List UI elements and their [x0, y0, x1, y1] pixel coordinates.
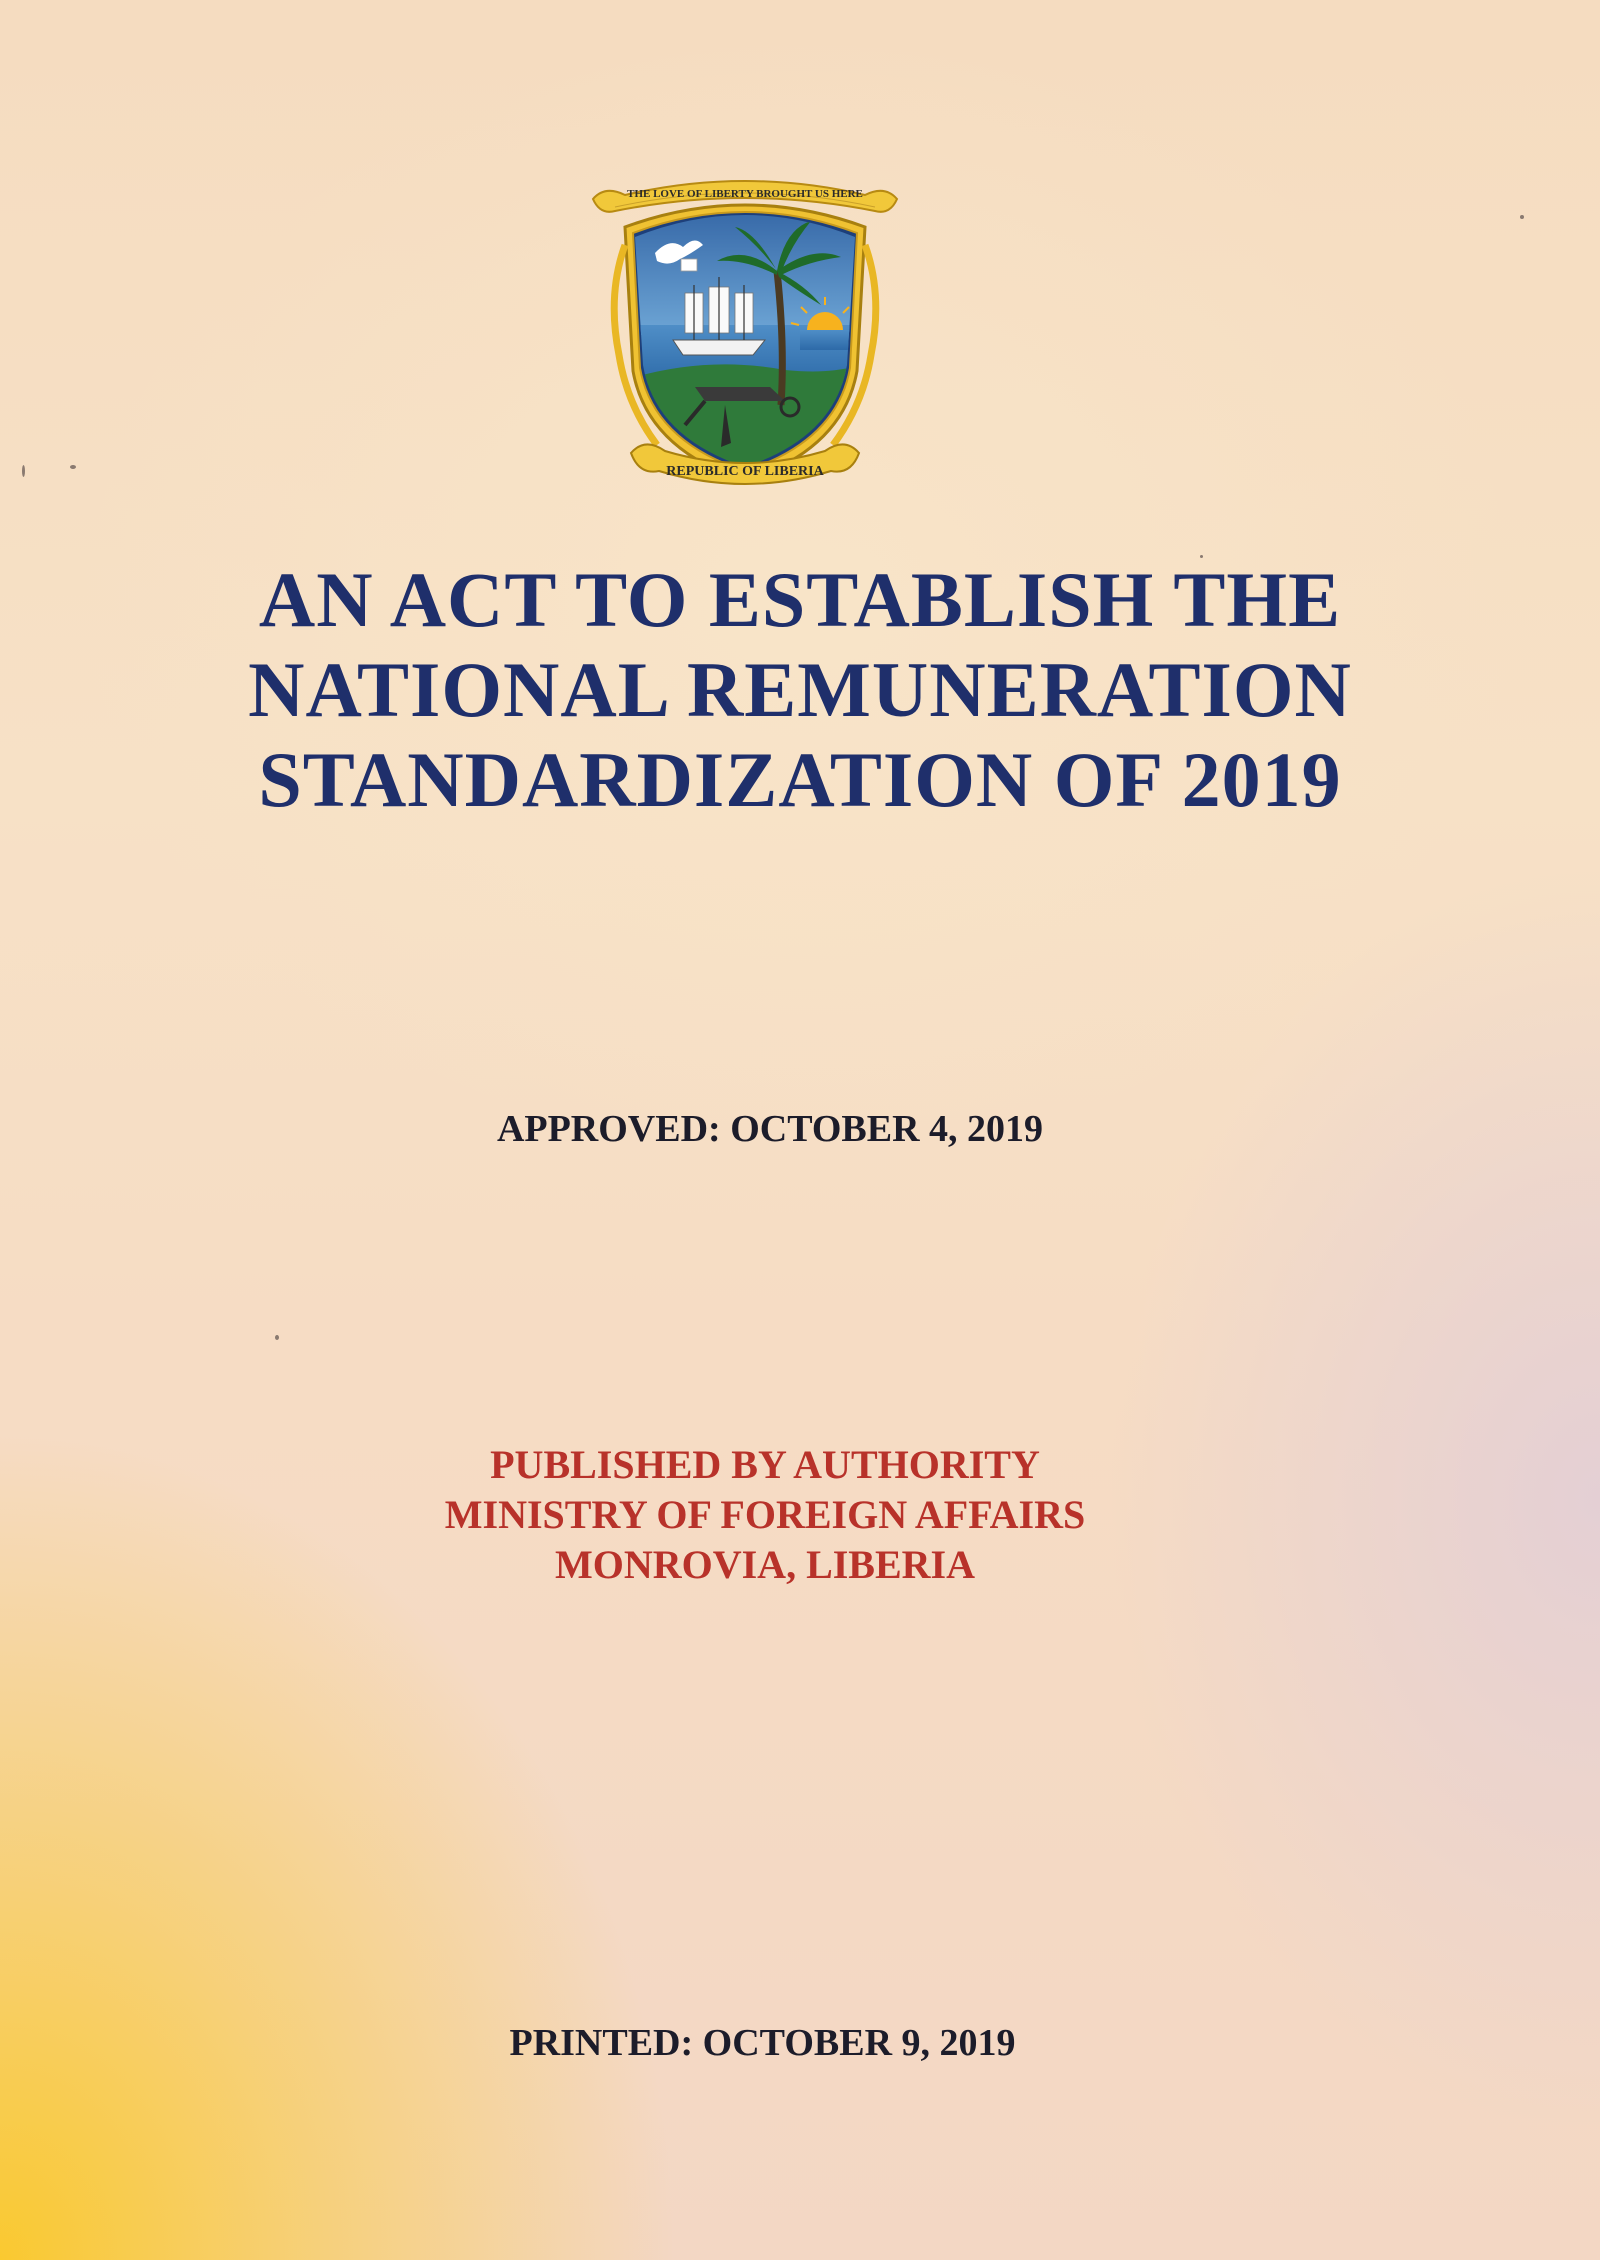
emblem-scroll-text: REPUBLIC OF LIBERIA: [666, 464, 824, 479]
paper-speck: [1520, 215, 1524, 219]
paper-speck: [275, 1335, 279, 1340]
paper-speck: [22, 465, 25, 477]
liberia-coat-of-arms-emblem: [585, 175, 905, 505]
emblem-motto-text: THE LOVE OF LIBERTY BROUGHT US HERE: [627, 188, 863, 200]
title-line-3: STANDARDIZATION OF 2019: [258, 736, 1342, 823]
title-line-2: NATIONAL REMUNERATION: [248, 646, 1352, 733]
approval-date: APPROVED: OCTOBER 4, 2019: [496, 1108, 1044, 1150]
publisher-line-1: PUBLISHED BY AUTHORITY: [490, 1442, 1040, 1487]
publisher-block: [0, 1440, 1530, 1590]
paper-speck: [70, 465, 76, 469]
publisher-line-3: MONROVIA, LIBERIA: [554, 1542, 976, 1587]
document-title: [0, 555, 1600, 825]
publisher-line-2: MINISTRY OF FOREIGN AFFAIRS: [444, 1492, 1086, 1537]
print-date: PRINTED: OCTOBER 9, 2019: [509, 2022, 1016, 2064]
title-line-1: AN ACT TO ESTABLISH THE: [258, 556, 1342, 643]
